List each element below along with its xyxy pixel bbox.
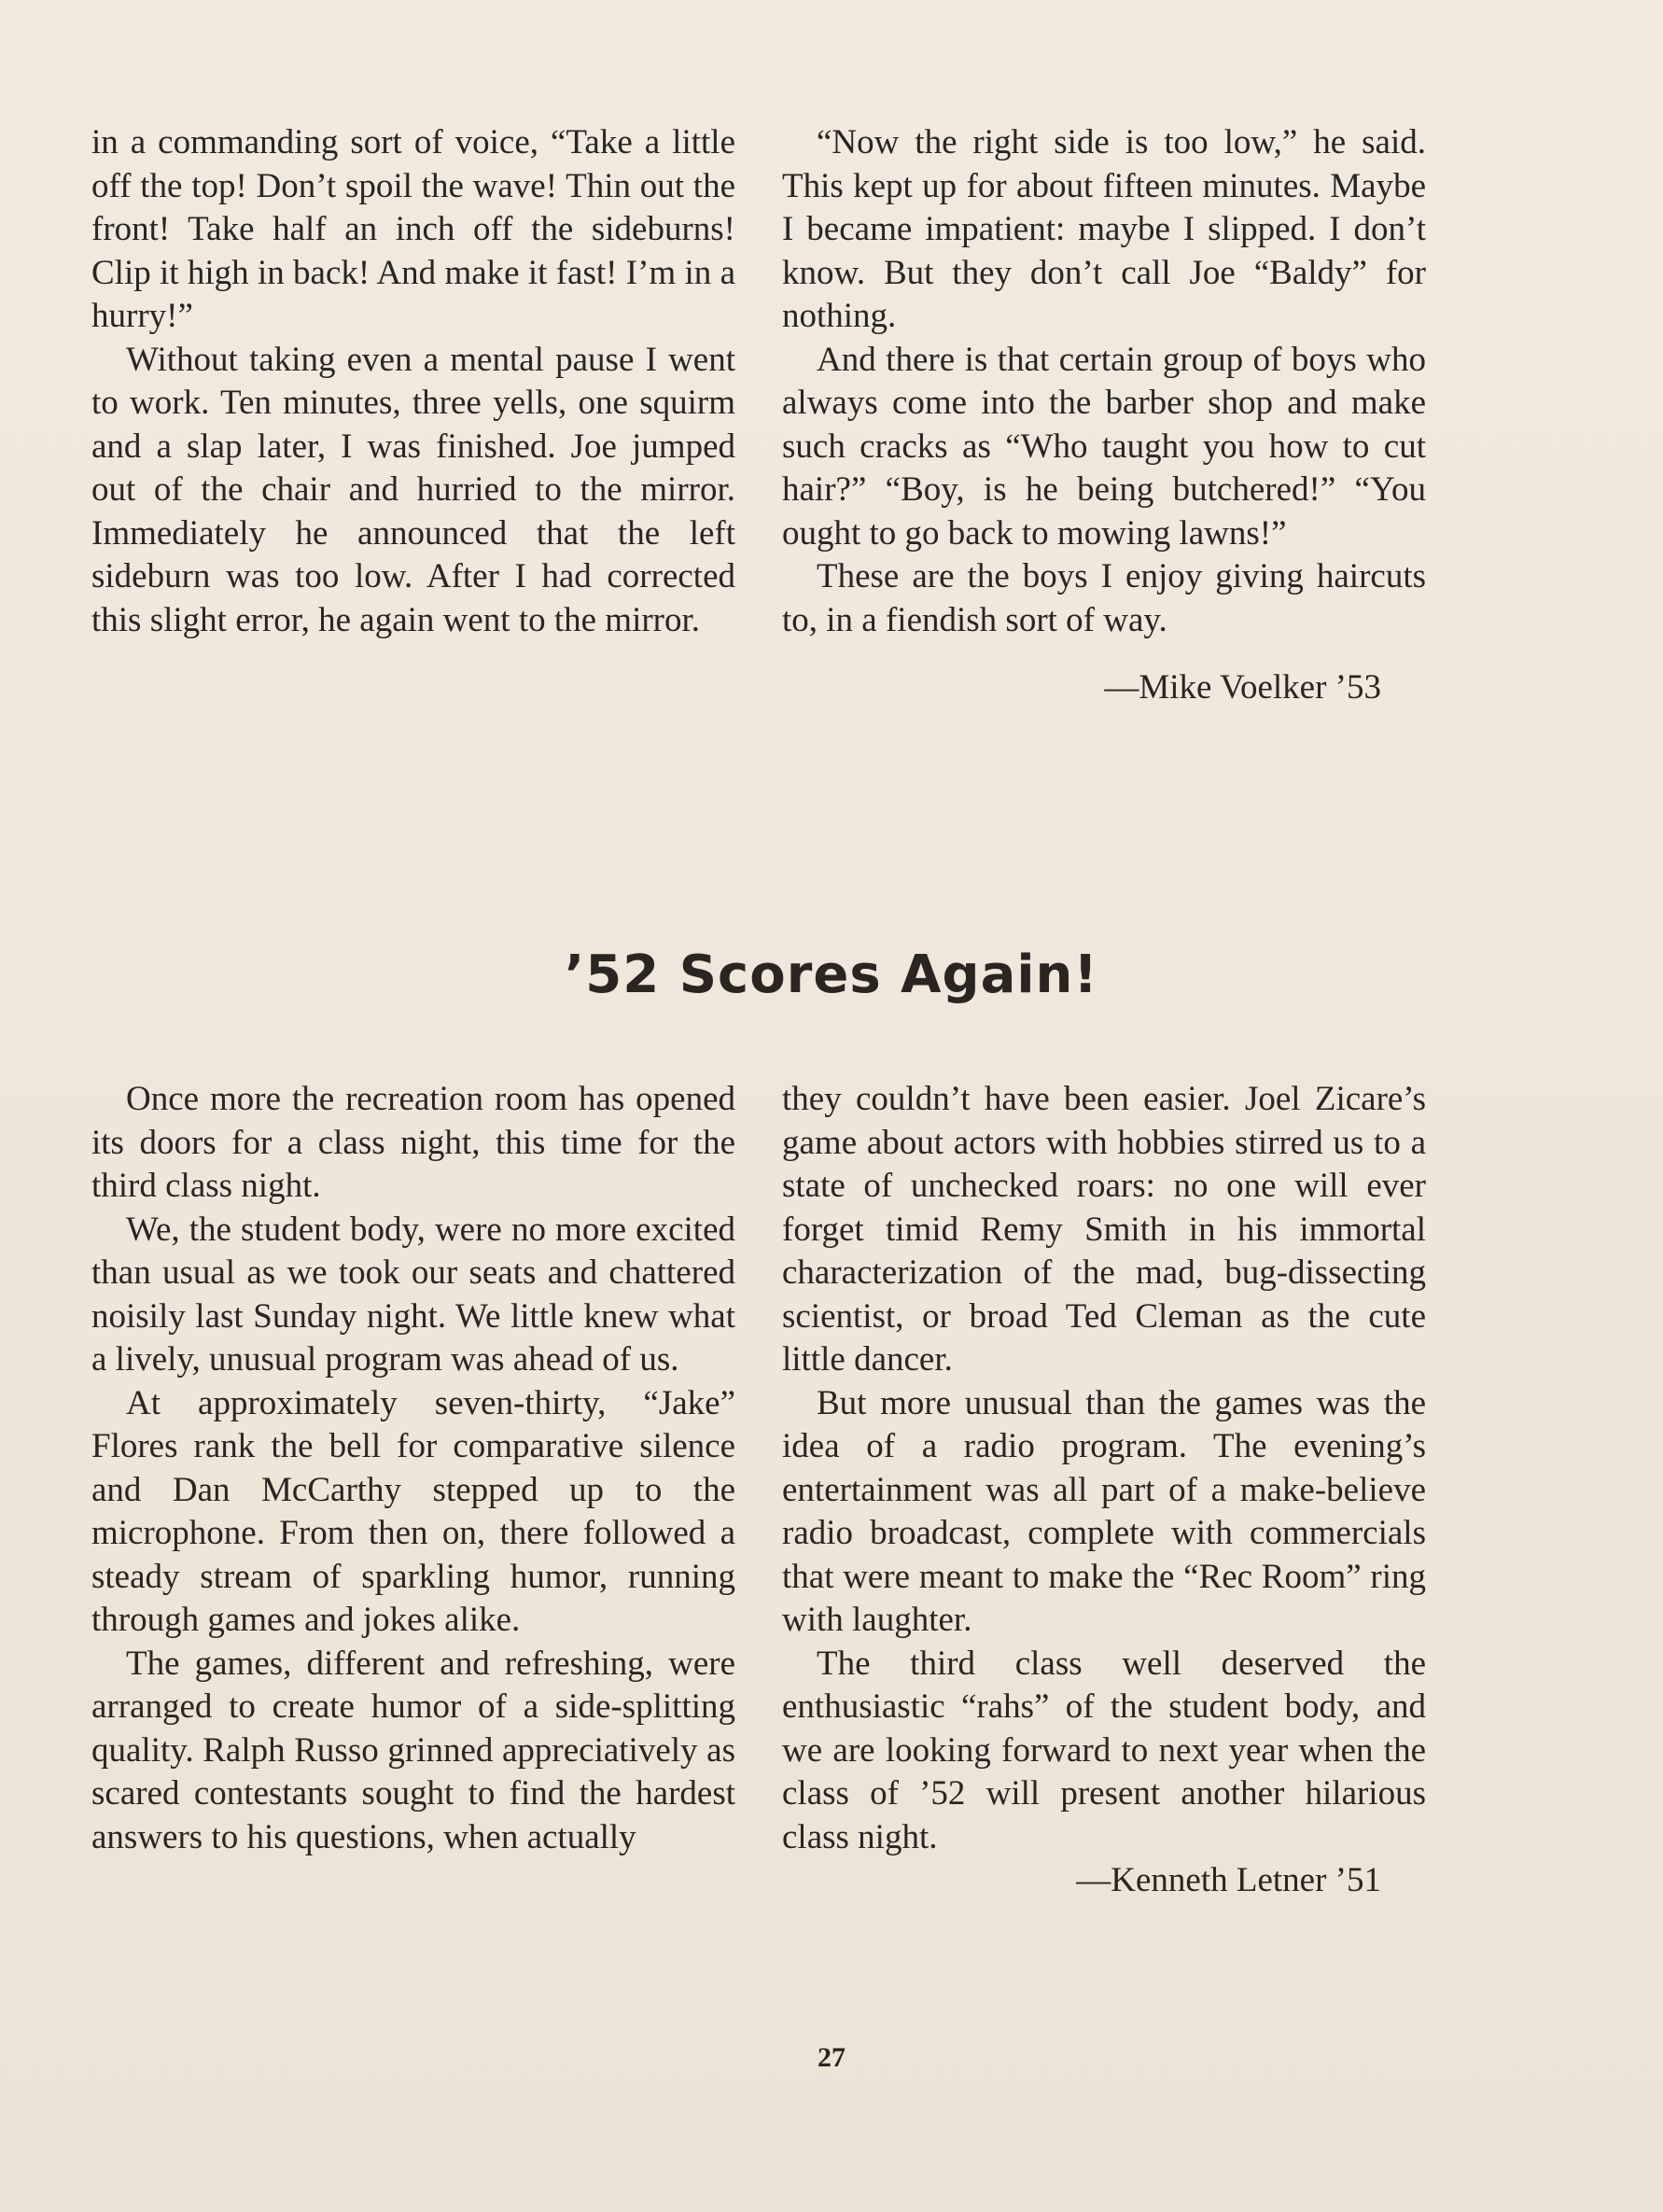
paragraph: At approximately seven-thirty, “Jake” Flores rank the bell for comparative silence and Dan McCarthy stepped up to the microphone. From then on, there followed a steady stream of sparkling humor, running through games and jokes alike. <box>91 1383 735 1639</box>
article-two-byline: —Kenneth Letner ’51 <box>1076 1861 1381 1899</box>
paragraph: Once more the recreation room has opened its doors for a class night, this time for the third class night. <box>91 1080 735 1205</box>
paragraph: These are the boys I enjoy giving haircuts to, in a fiendish sort of way. <box>782 557 1426 639</box>
article-two-title: ’52 Scores Again! <box>565 945 1098 1005</box>
article-two-right-column <box>782 1078 1426 1903</box>
paragraph: “Now the right side is too low,” he said. This kept up for about fifteen minutes. Maybe I became impatient: maybe I slipped. I don’t know. But they don’t call Joe “Baldy” for nothing. <box>782 123 1426 335</box>
paragraph: We, the student body, were no more excited than usual as we took our seats and chattered noisily last Sunday night. We little knew what a lively, unusual program was ahead of us. <box>91 1210 735 1379</box>
article-one-right-column <box>782 121 1426 710</box>
article-two-left-column <box>91 1078 735 1859</box>
paragraph: But more unusual than the games was the idea of a radio program. The evening’s entertainment was all part of a make-believe radio broadcast, complete with commercials that were meant to make the “Rec Room” ring with laughter. <box>782 1383 1426 1639</box>
paragraph: Without taking even a mental pause I went to work. Ten minutes, three yells, one squirm and a slap later, I was finished. Joe jumped out of the chair and hurried to the mirror. Immediately he announced that the left sideburn was too low. After I had corrected this slight error, he again went to the mirror. <box>91 340 735 639</box>
article-one-byline: —Mike Voelker ’53 <box>1104 668 1381 707</box>
paragraph: And there is that certain group of boys who always come into the barber shop and make such cracks as “Who taught you how to cut hair?” “Boy, is he being butchered!” “You ought to go back to mowing lawns!” <box>782 340 1426 553</box>
page-number: 27 <box>818 2042 845 2073</box>
paragraph: The third class well deserved the enthusiastic “rahs” of the student body, and we are looking forward to next year when the class of ’52 will present another hilarious class night. <box>782 1644 1426 1856</box>
article-one-left-column <box>91 121 735 642</box>
paragraph: they couldn’t have been easier. Joel Zicare’s game about actors with hobbies stirred us to a state of unchecked roars: no one will ever forget timid Remy Smith in his immortal characterization of the mad, bug-dissecting scientist, or broad Ted Cleman as the cute little dancer. <box>782 1080 1426 1379</box>
paragraph: in a commanding sort of voice, “Take a little off the top! Don’t spoil the wave! Thin out the front! Take half an inch off the sideburns! Clip it high in back! And make it fast! I’m in a hurry!” <box>91 123 735 335</box>
paragraph: The games, different and refreshing, were arranged to create humor of a side-splitting quality. Ralph Russo grinned appreciatively as scared contestants sought to find the hardest answers to his questions, when actually <box>91 1644 735 1856</box>
